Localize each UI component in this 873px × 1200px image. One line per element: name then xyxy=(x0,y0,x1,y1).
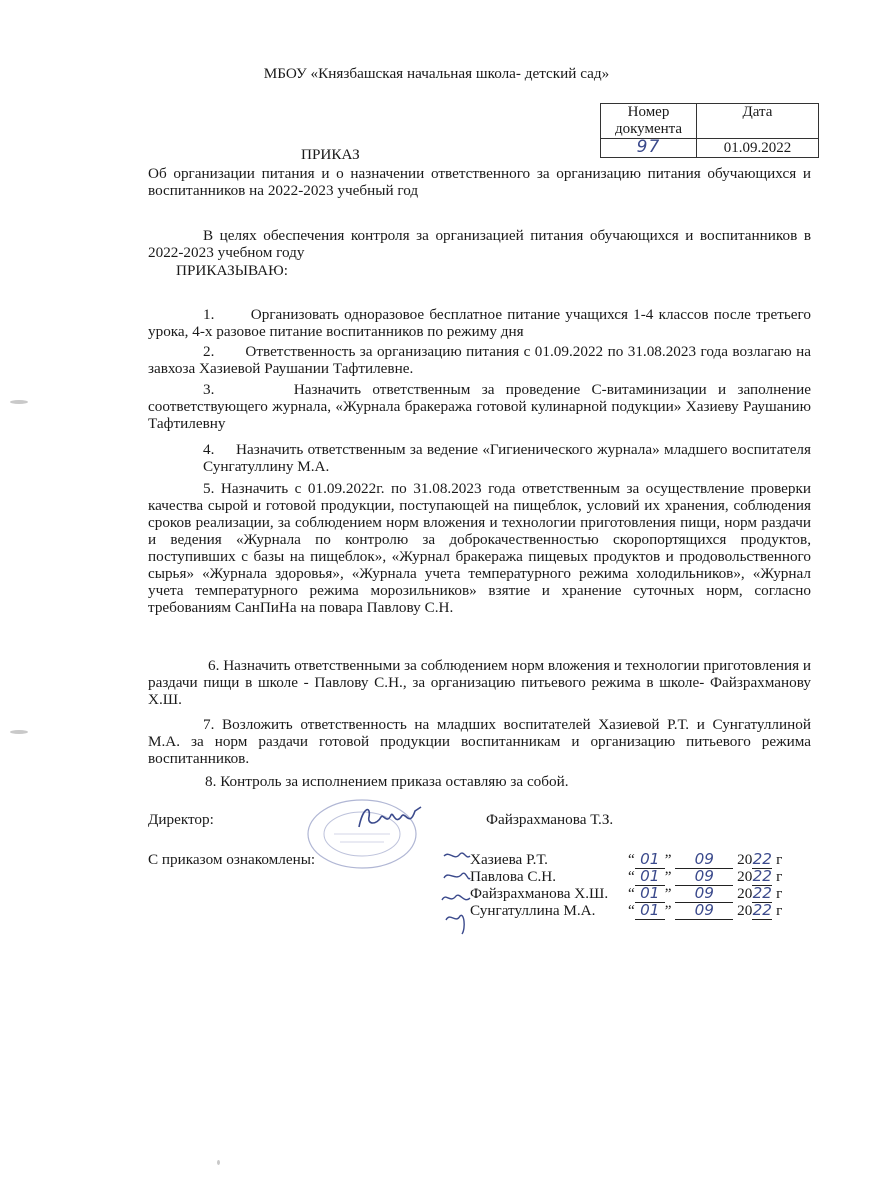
ack-row xyxy=(470,885,815,902)
doc-date-header: Дата xyxy=(697,104,819,139)
ack-person-name: Файзрахманова Х.Ш. xyxy=(470,885,609,902)
ack-person-name: Хазиева Р.Т. xyxy=(470,851,548,868)
director-name: Файзрахманова Т.З. xyxy=(486,811,614,828)
document-number-table xyxy=(600,103,819,158)
ack-row xyxy=(470,851,815,868)
acknowledgement-list xyxy=(470,851,815,919)
ack-row xyxy=(470,868,815,885)
ack-date: “ 01 ” 09 2022 г xyxy=(628,867,783,885)
doc-number-value: 97 xyxy=(601,139,697,158)
order-item-5: 5. Назначить с 01.09.2022г. по 31.08.2023 года ответственным за осуществление проверки качества сырой и готовой продукции, поступающей на пищеблок, условий их хранения, соблюдения сроков реализации, за соблюдением норм вложения и технологии приготовления пищи, норм раздачи и ведения «Журнала по контролю за доброкачественностью скоропортящихся продуктов, поступивших с базы на пищеблок», «Журнал бракеража пищевых продуктов и продовольственного сырья» «Журнала здоровья», «Журнала учета температурного режима холодильников», «Журнал учета температурного режима морозильников» взятие и хранение суточных норм, согласно требованиям СанПиНа на повара Павлову С.Н. xyxy=(148,480,811,616)
director-label: Директор: xyxy=(148,811,214,828)
order-directive: ПРИКАЗЫВАЮ: xyxy=(176,262,288,279)
ack-person-name: Павлова С.Н. xyxy=(470,868,557,885)
ack-date: “ 01 ” 09 2022 г xyxy=(628,901,783,919)
doc-date-value: 01.09.2022 xyxy=(697,139,819,158)
order-item-7: 7. Возложить ответственность на младших воспитателей Хазиевой Р.Т. и Сунгатуллиной М.А. за норм раздачи готовой продукции воспитанникам и организацию питьевого режима воспитанников. xyxy=(148,716,811,767)
scan-mark xyxy=(10,400,28,404)
order-item-3: 3. Назначить ответственным за проведение С-витаминизации и заполнение соответствующего журнала, «Журнала бракеража готовой кулинарной подукции» Хазиеву Раушанию Тафтилевну xyxy=(148,381,811,432)
doc-number-header: Номер документа xyxy=(601,104,697,139)
acknowledgement-signatures-icon xyxy=(438,848,474,936)
organization-header: МБОУ «Князбашская начальная школа- детский сад» xyxy=(263,65,610,82)
ack-row xyxy=(470,902,815,919)
order-title: ПРИКАЗ xyxy=(301,146,360,163)
scan-mark xyxy=(10,730,28,734)
order-item-1: 1. Организовать одноразовое бесплатное питание учащихся 1-4 классов после третьего урока, 4-х разовое питание воспитанников по режиму дня xyxy=(148,306,811,340)
order-item-6: 6. Назначить ответственными за соблюдением норм вложения и технологии приготовления и раздачи пищи в школе - Павлову С.Н., за организацию питьевого режима в школе- Файзрахманову Х.Ш. xyxy=(148,657,811,708)
scan-mark xyxy=(217,1160,220,1165)
order-subject: Об организации питания и о назначении ответственного за организацию питания обучающихся и воспитанников на 2022-2023 учебный год xyxy=(148,165,811,199)
ack-date: “ 01 ” 09 2022 г xyxy=(628,850,783,868)
order-preamble: В целях обеспечения контроля за организацией питания обучающихся и воспитанников в 2022-2023 учебном году xyxy=(148,227,811,261)
order-item-8: 8. Контроль за исполнением приказа оставляю за собой. xyxy=(205,773,569,790)
acknowledgement-label: С приказом ознакомлены: xyxy=(148,851,316,868)
ack-person-name: Сунгатуллина М.А. xyxy=(470,902,596,919)
order-item-4: 4. Назначить ответственным за ведение «Гигиенического журнала» младшего воспитателя Сунгатуллину М.А. xyxy=(203,441,811,475)
director-signature-icon xyxy=(355,803,430,835)
order-item-2: 2. Ответственность за организацию питания с 01.09.2022 по 31.08.2023 года возлагаю на завхоза Хазиевой Раушании Тафтилевне. xyxy=(148,343,811,377)
ack-date: “ 01 ” 09 2022 г xyxy=(628,884,783,902)
